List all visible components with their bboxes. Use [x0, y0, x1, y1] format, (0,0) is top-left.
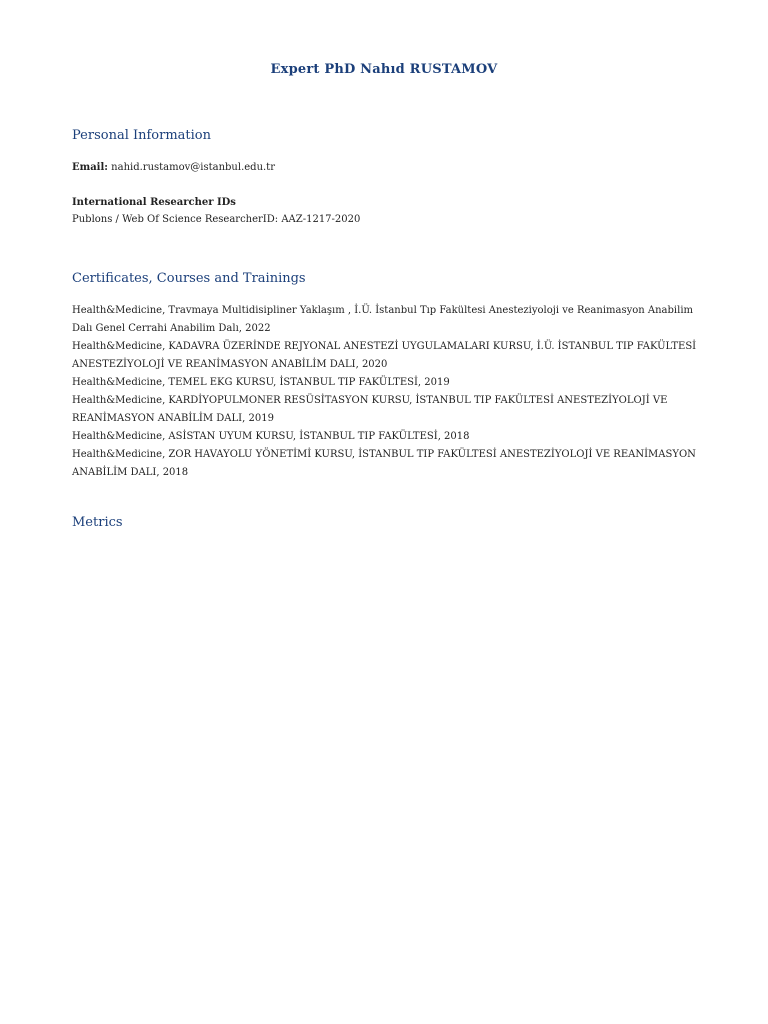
researcher-ids-value: Publons / Web Of Science ResearcherID: AAZ-1217-2020 [72, 214, 361, 225]
page-title: Expert PhD Nahıd RUSTAMOV [270, 62, 498, 77]
personal-information-heading: Personal Information [72, 128, 212, 143]
metrics-heading: Metrics [72, 515, 123, 530]
certificates-list [72, 302, 712, 482]
certificate-item: Health&Medicine, Travmaya Multidisipliner Yaklaşım , İ.Ü. İstanbul Tıp Fakültesi Anesteziyoloji ve Reanimasyon Anabilim Dalı Genel Cerrahi Anabilim Dalı, 2022 [72, 305, 693, 334]
certificate-item: Health&Medicine, KARDİYOPULMONER RESÜSİTASYON KURSU, İSTANBUL TIP FAKÜLTESİ ANESTEZİYOLOJİ VE REANİMASYON ANABİLİM DALI, 2019 [72, 395, 668, 424]
email-row [72, 161, 275, 174]
certificate-item: Health&Medicine, TEMEL EKG KURSU, İSTANBUL TIP FAKÜLTESİ, 2019 [72, 377, 450, 388]
certificate-item: Health&Medicine, KADAVRA ÜZERİNDE REJYONAL ANESTEZİ UYGULAMALARI KURSU, İ.Ü. İSTANBUL TIP FAKÜLTESİ ANESTEZİYOLOJİ VE REANİMASYON ANABİLİM DALI, 2020 [72, 341, 697, 370]
certificate-item: Health&Medicine, ZOR HAVAYOLU YÖNETİMİ KURSU, İSTANBUL TIP FAKÜLTESİ ANESTEZİYOLOJİ VE REANİMASYON ANABİLİM DALI, 2018 [72, 449, 696, 478]
certificate-item: Health&Medicine, ASİSTAN UYUM KURSU, İSTANBUL TIP FAKÜLTESİ, 2018 [72, 431, 470, 442]
researcher-ids-label: International Researcher IDs [72, 197, 236, 208]
email-label: Email: [72, 162, 108, 173]
certificates-heading: Certificates, Courses and Trainings [72, 271, 306, 286]
email-value[interactable]: nahid.rustamov@istanbul.edu.tr [111, 162, 275, 173]
